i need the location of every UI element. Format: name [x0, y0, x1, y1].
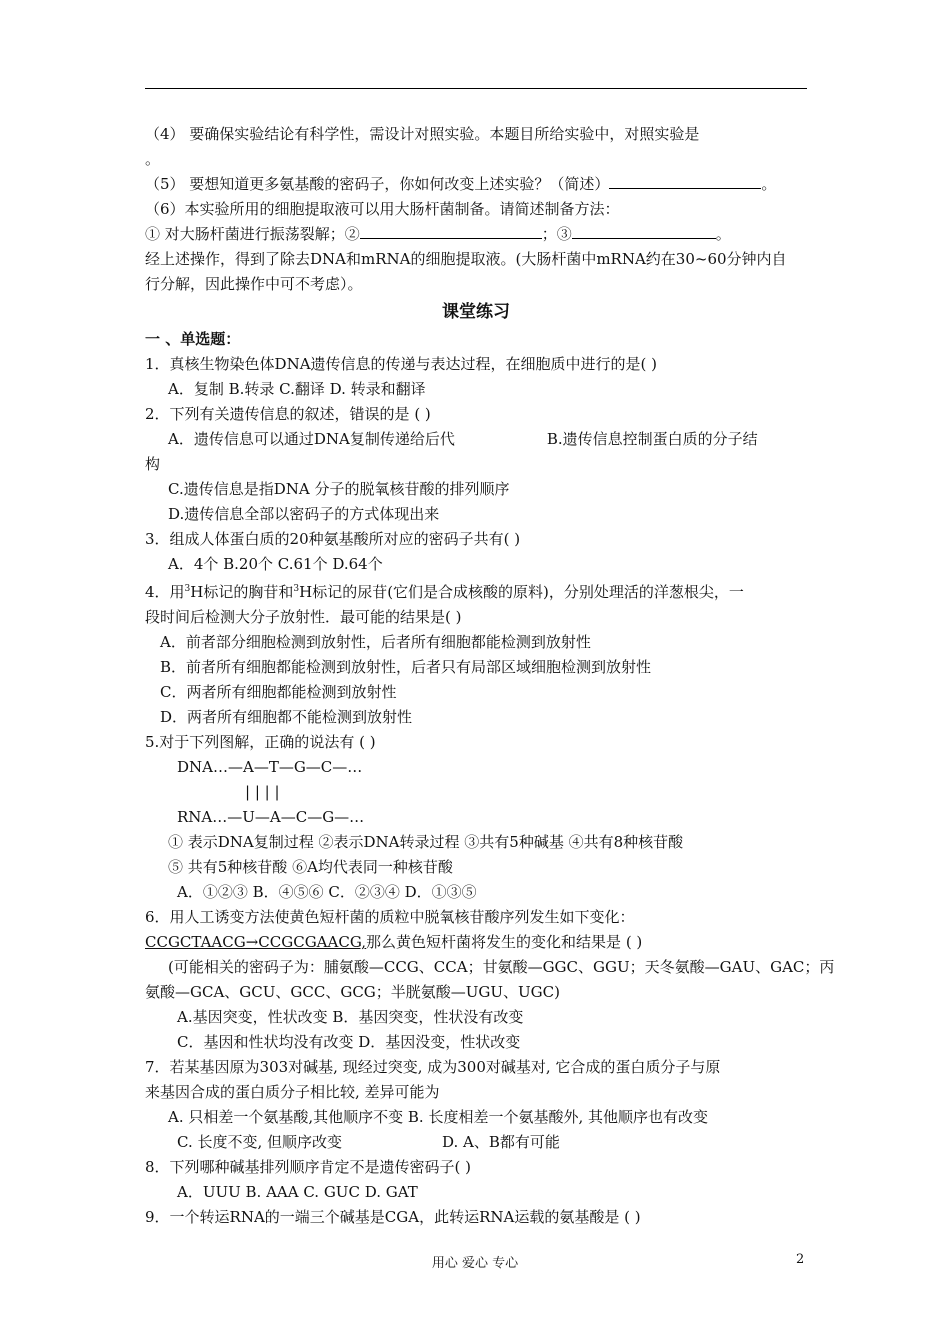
question-5-statements-1: ① 表示DNA复制过程 ②表示DNA转录过程 ③共有5种碱基 ④共有8种核苷酸: [168, 833, 684, 851]
page-number: 2: [796, 1252, 805, 1267]
question-4-a: A．前者部分细胞检测到放射性，后者所有细胞都能检测到放射性: [160, 633, 591, 651]
question-4-line2: 段时间后检测大分子放射性．最可能的结果是( ): [145, 608, 462, 626]
footer-motto: 用心 爱心 专心: [431, 1256, 519, 1271]
question-7-cd: C. 长度不变, 但顺序改变 D. A、B都有可能: [177, 1133, 560, 1151]
question-4: 4．用$^3$H标记的胸苷和$^3$H标记的尿苷(它们是合成核酸的原料)，分别处理活的洋葱根尖，一: [145, 583, 744, 601]
diagram-rna-strand: RNA…—U—A—C—G—…: [177, 808, 365, 826]
page-content: [145, 122, 835, 1230]
answer-blank[interactable]: [360, 224, 542, 239]
q6-after-1: 经上述操作，得到了除去DNA和mRNA的细胞提取液。(大肠杆菌中mRNA约在30~60分钟内自: [145, 250, 787, 268]
question-6-cd: C．基因和性状均没有改变 D．基因没变，性状改变: [177, 1033, 521, 1051]
question-1: 1．真核生物染色体DNA遗传信息的传递与表达过程，在细胞质中进行的是( ): [145, 355, 658, 373]
diagram-bonds: | | | |: [245, 783, 280, 801]
diagram-dna-strand: DNA…—A—T—G—C—…: [177, 758, 363, 776]
answer-blank[interactable]: [572, 224, 716, 239]
q5-line: （5） 要想知道更多氨基酸的密码子，你如何改变上述实验？（简述） 。: [145, 175, 777, 193]
question-6-note-1: (可能相关的密码子为：脯氨酸—CCG、CCA；甘氨酸—GGC、GGU；天冬氨酸—GAU、GAC；丙: [168, 958, 835, 976]
question-5: 5.对于下列图解，正确的说法有 ( ): [145, 733, 376, 751]
subheading: 一 、单选题：: [145, 330, 241, 348]
q4-end: 。: [145, 150, 161, 168]
header-rule: [145, 88, 807, 89]
question-6-ab: A.基因突变，性状改变 B．基因突变，性状没有改变: [177, 1008, 524, 1026]
answer-blank[interactable]: [609, 174, 761, 189]
question-2-b-cont: 构: [145, 455, 161, 473]
section-title: 课堂练习: [442, 302, 510, 322]
question-4-c: C．两者所有细胞都能检测到放射性: [160, 683, 397, 701]
question-5-statements-2: ⑤ 共有5种核苷酸 ⑥A均代表同一种核苷酸: [168, 858, 453, 876]
q6-line: （6）本实验所用的细胞提取液可以用大肠杆菌制备。请简述制备方法：: [145, 200, 620, 218]
question-1-options: A．复制 B.转录 C.翻译 D. 转录和翻译: [168, 380, 426, 398]
question-7-line2: 来基因合成的蛋白质分子相比较, 差异可能为: [145, 1083, 440, 1101]
question-7: 7．若某基因原为303对碱基, 现经过突变, 成为300对碱基对, 它合成的蛋白质分子与原: [145, 1058, 721, 1076]
question-4-b: B．前者所有细胞都能检测到放射性，后者只有局部区域细胞检测到放射性: [160, 658, 652, 676]
q6-after-2: 行分解，因此操作中可不考虑）。: [145, 275, 363, 293]
question-2: 2．下列有关遗传信息的叙述，错误的是 ( ): [145, 405, 431, 423]
q6-steps: ① 对大肠杆菌进行振荡裂解；② ；③ 。: [145, 225, 731, 243]
q4-line: （4） 要确保实验结论有科学性，需设计对照实验。本题目所给实验中，对照实验是: [145, 125, 700, 143]
question-8-options: A．UUU B. AAA C. GUC D. GAT: [177, 1183, 418, 1201]
question-2-c: C.遗传信息是指DNA 分子的脱氧核苷酸的排列顺序: [168, 480, 510, 498]
question-6-line2: CCGCTAACG→CCGCGAACG,那么黄色短杆菌将发生的变化和结果是 ( ): [145, 933, 643, 951]
question-3-options: A．4个 B.20个 C.61个 D.64个: [168, 555, 383, 573]
question-2-d: D.遗传信息全部以密码子的方式体现出来: [168, 505, 440, 523]
question-2-ab: A．遗传信息可以通过DNA复制传递给后代 B.遗传信息控制蛋白质的分子结: [168, 430, 758, 448]
question-8: 8．下列哪种碱基排列顺序肯定不是遗传密码子( ): [145, 1158, 472, 1176]
question-9: 9．一个转运RNA的一端三个碱基是CGA，此转运RNA运载的氨基酸是 ( ): [145, 1208, 641, 1226]
question-7-ab: A. 只相差一个氨基酸,其他顺序不变 B. 长度相差一个氨基酸外, 其他顺序也有改变: [168, 1108, 709, 1126]
question-3: 3．组成人体蛋白质的20种氨基酸所对应的密码子共有( ): [145, 530, 521, 548]
question-4-d: D．两者所有细胞都不能检测到放射性: [160, 708, 413, 726]
question-5-options: A．①②③ B．④⑤⑥ C．②③④ D．①③⑤: [177, 883, 477, 901]
question-6-note-2: 氨酸—GCA、GCU、GCC、GCG；半胱氨酸—UGU、UGC): [145, 983, 560, 1001]
question-6: 6．用人工诱变方法使黄色短杆菌的质粒中脱氧核苷酸序列发生如下变化：: [145, 908, 635, 926]
